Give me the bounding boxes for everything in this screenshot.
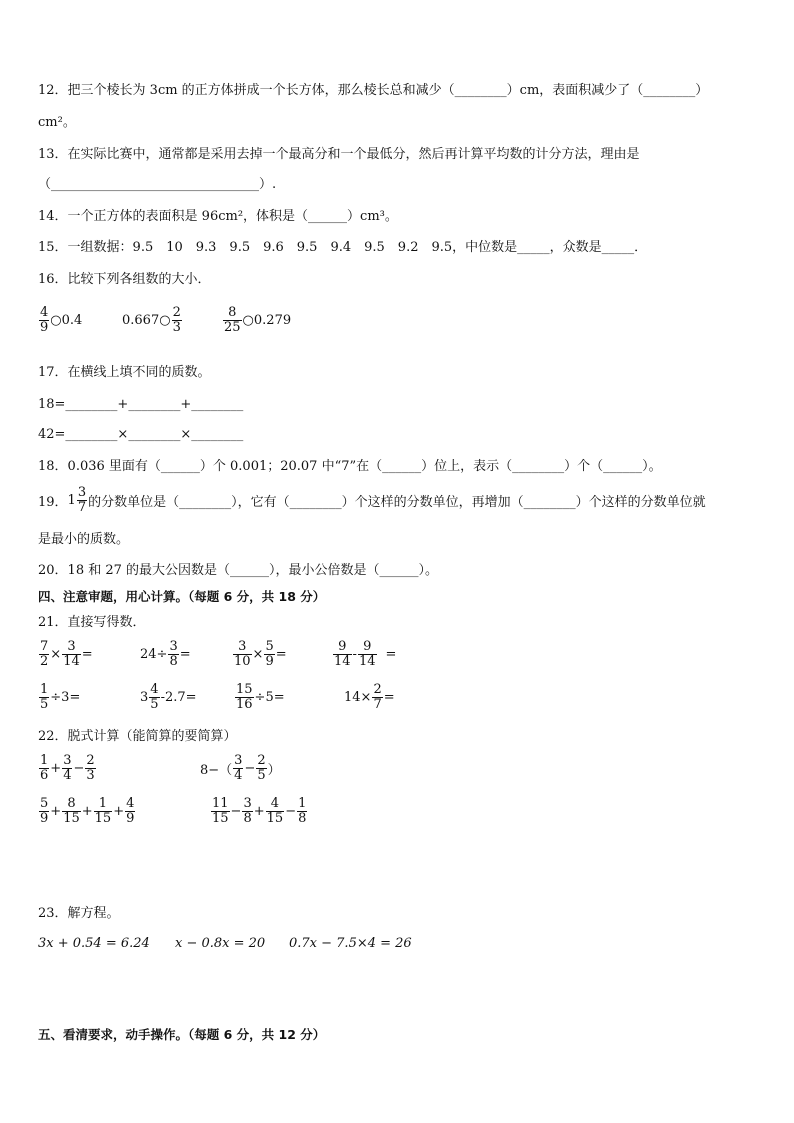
section-5-heading: 五、看清要求，动手操作。（每题 6 分，共 12 分） [38,1027,326,1042]
q19-line1: 19． 1 $\frac{3}{7}$ 的分数单位是（________），它有（________）个这样的分数单位，再增加（________）个这样的分数单位就 [38,485,706,515]
q22-expr2: 8−（ $\frac{3}{4}$ − $\frac{2}{5}$ ） [200,753,281,783]
q21-expr3: $\frac{3}{10}$ × $\frac{5}{9}$ = [234,639,287,669]
q22-expr1: $\frac{1}{6}$ + $\frac{3}{4}$ − $\frac{2}{3}$ [40,753,95,783]
q21-expr5: $\frac{1}{5}$ ÷3= [40,682,81,712]
q22-expr3: $\frac{5}{9}$ + $\frac{8}{15}$ + $\frac{1}{15}$ + $\frac{4}{9}$ [40,796,135,826]
q21-expr2: 24÷ $\frac{3}{8}$ = [140,639,191,669]
q12-line1: 12．把三个棱长为 3cm 的正方体拼成一个长方体，那么棱长总和减少（________）cm，表面积减少了（________） [38,83,709,98]
q22-title: 22．脱式计算（能简算的要简算） [38,729,237,744]
q17-title: 17．在横线上填不同的质数。 [38,365,211,380]
q21-title: 21．直接写得数． [38,615,146,630]
q17-line2: 42=________×________×________ [38,427,244,442]
q14: 14．一个正方体的表面积是 96cm²，体积是（______）cm³。 [38,209,398,224]
section-4-heading: 四、注意审题，用心计算。（每题 6 分，共 18 分） [38,589,326,604]
q17-line1: 18=________+________+________ [38,397,244,412]
q23-eq2: x − 0.8x = 20 [175,936,266,951]
q13-line1: 13．在实际比赛中，通常都是采用去掉一个最高分和一个最低分，然后再计算平均数的计分方法，理由是 [38,147,640,162]
q16-item1: $\frac{4}{9}$ ○0.4 [40,305,83,335]
q21-expr1: $\frac{7}{2}$ × $\frac{3}{14}$ = [40,639,93,669]
q21-expr8: 14× $\frac{2}{7}$ = [344,682,395,712]
q18: 18．0.036 里面有（______）个 0.001；20.07 中“7”在（______）位上，表示（________）个（______）。 [38,459,662,474]
q16-item3: $\frac{8}{25}$ ○0.279 [224,305,292,335]
q20: 20．18 和 27 的最大公因数是（______），最小公倍数是（______）。 [38,563,439,578]
q16-item2: 0.667○ $\frac{2}{3}$ [122,305,181,335]
q12-line2: cm²。 [38,115,76,130]
q22-expr4: $\frac{11}{15}$ − $\frac{3}{8}$ + $\frac{4}{15}$ − $\frac{1}{8}$ [212,796,307,826]
q21-expr7: $\frac{15}{16}$ ÷5= [236,682,285,712]
q13-line2: （________________________________）. [38,177,277,192]
q21-expr4: $\frac{9}{14}$ - $\frac{9}{14}$ = [334,639,397,669]
q15: 15．一组数据：9.5 10 9.3 9.5 9.6 9.5 9.4 9.5 9.2 9.5，中位数是_____，众数是_____． [38,240,648,255]
q23-eq1: 3x + 0.54 = 6.24 [38,936,150,951]
q16-title: 16．比较下列各组数的大小． [38,272,211,287]
q23-eq3: 0.7x − 7.5×4 = 26 [289,936,412,951]
q23-title: 23．解方程。 [38,906,120,921]
q19-line2: 是最小的质数。 [38,532,130,547]
q21-expr6: 3 $\frac{4}{5}$ -2.7= [140,682,197,712]
